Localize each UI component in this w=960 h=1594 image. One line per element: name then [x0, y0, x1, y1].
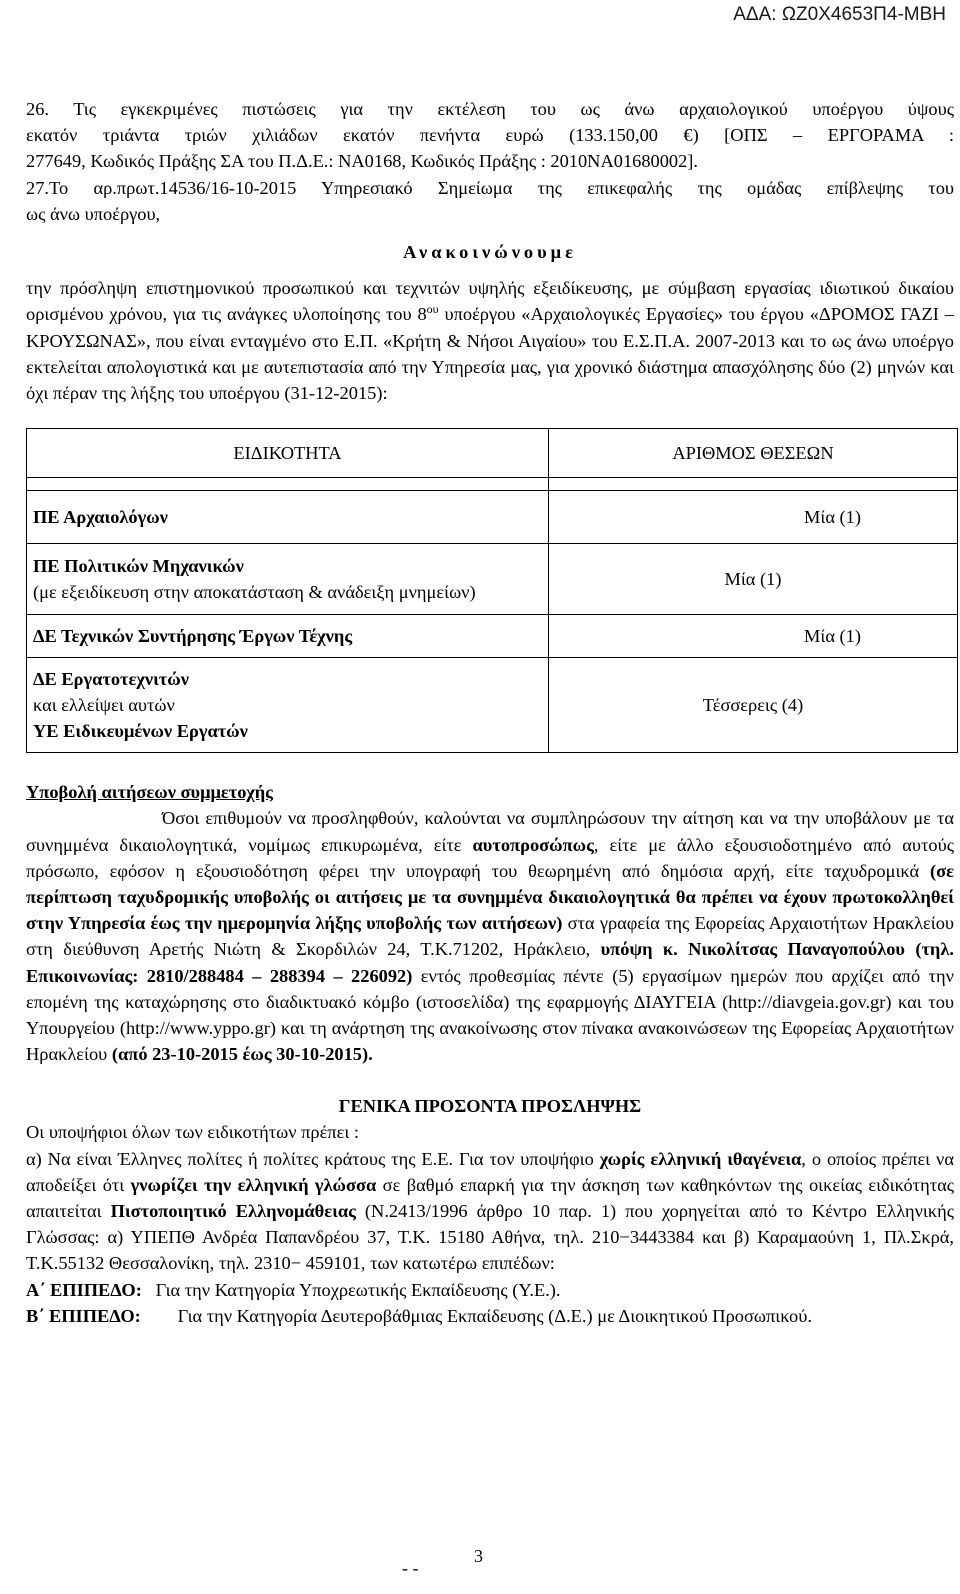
table-header-row: [27, 429, 958, 478]
specialty-note: και ελλείψει αυτών: [33, 695, 175, 716]
para-26-line-2: εκατόν τριάντα τριών χιλιάδων εκατόν πενήντα ευρώ (133.150,00 €) [ΟΠΣ – ΕΡΓΟΡΑΜΑ :: [26, 125, 954, 146]
footer-dashes: - -: [402, 1558, 419, 1578]
general-item-a: α) Να είναι Έλληνες πολίτες ή πολίτες κράτους της Ε.Ε. Για τον υποψήφιο χωρίς ελληνική ιθαγένεια, ο οποίος πρέπει να αποδείξει ότι γνωρίζει την ελληνική γλώσσα σε βαθμό επαρκή για την άσκηση των καθηκόντων της οικείας ειδικότητας απαιτείται Πιστοποιητικό Ελληνομάθειας (Ν.2413/1996 άρθρο 10 παρ. 1) που χορηγείται από το Κέντρο Ελληνικής Γλώσσας: α) ΥΠΕΠΘ Ανδρέα Παπανδρέου 37, Τ.Κ. 15180 Αθήνα, τηλ. 210−3443384 και β) Καραμαούνη 1, Πλ.Σκρά, Τ.Κ.55132 Θεσσαλονίκη, τηλ. 2310− 459101, των κατωτέρω επιπέδων:: [26, 1148, 955, 1274]
table-row: [27, 615, 958, 658]
header-positions: ΑΡΙΘΜΟΣ ΘΕΣΕΩΝ: [549, 429, 958, 478]
submission-title: Υποβολή αιτήσεων συμμετοχής: [26, 782, 273, 803]
para-26-line-1: 26. Τις εγκεκριμένες πιστώσεις για την εκτέλεση του ως άνω αρχαιολογικού υποέργου ύψους: [26, 99, 954, 119]
intro-paragraph: την πρόσληψη επιστημονικού προσωπικού και τεχνιτών υψηλής εξειδίκευσης, με σύμβαση εργασίας ιδιωτικού δικαίου ορισμένου χρόνου, για τις ανάγκες υλοποίησης του $8^{o\upsilon}$ υποέργου «Αρχαιολογικές Εργασίες» του έργου «ΔΡΟΜΟΣ ΓΑΖΙ – ΚΡΟΥΣΩΝΑΣ», που είναι ενταγμένο στο Ε.Π. «Κρήτη & Νήσοι Αιγαίου» του Ε.Σ.Π.Α. 2007-2013 και το ως άνω υποέργο εκτελείται απολογιστικά και με αυτεπιστασία από την Υπηρεσία μας, για χρονικό διάστημα απασχόλησης δύο (2) μηνών και όχι πέραν της λήξης του υποέργου (31-12-2015):: [26, 278, 954, 404]
specialty-name: ΔΕ Τεχνικών Συντήρησης Έργων Τέχνης: [33, 626, 353, 647]
specialty-note: (με εξειδίκευση στην αποκατάσταση & ανάδειξη μνημείων): [33, 582, 476, 603]
table-row: [27, 544, 958, 615]
specialty-name: ΠΕ Πολιτικών Μηχανικών: [33, 556, 244, 577]
ada-watermark: ΑΔΑ: ΩΖ0Χ4653Π4-ΜΒΗ: [733, 4, 946, 25]
general-intro: Οι υποψήφιοι όλων των ειδικοτήτων πρέπει :: [26, 1122, 359, 1143]
specialty-name: ΠΕ Αρχαιολόγων: [33, 507, 168, 528]
para-27-line-1: 27.Το αρ.πρωτ.14536/16-10-2015 Υπηρεσιακό Σημείωμα της επικεφαλής της ομάδας επίβλεψης του: [26, 177, 954, 198]
level-b: Β΄ ΕΠΙΠΕΔΟ: Για την Κατηγορία Δευτεροβάθμιας Εκπαίδευσης (Δ.Ε.) με Διοικητικού Προσωπικού.: [26, 1305, 812, 1326]
positions-table: [26, 428, 958, 753]
header-specialty: ΕΙΔΙΚΟΤΗΤΑ: [27, 429, 549, 478]
page-number: 3: [474, 1546, 483, 1566]
document-page: [26, 96, 954, 1329]
para-27-line-2: ως άνω υποέργου,: [26, 203, 161, 224]
general-qualifications-title: ΓΕΝΙΚΑ ΠΡΟΣΟΝΤΑ ΠΡΟΣΛΗΨΗΣ: [338, 1096, 642, 1117]
table-row: [27, 491, 958, 544]
position-count: Τέσσερεις (4): [549, 658, 958, 753]
table-row: [27, 658, 958, 753]
specialty-name: ΔΕ Εργατοτεχνιτών: [33, 669, 189, 690]
para-26-line-3: 277649, Κωδικός Πράξης ΣΑ του Π.Δ.Ε.: ΝΑ0168, Κωδικός Πράξης : 2010ΝΑ01680002].: [26, 151, 699, 172]
announce-heading: Ανακοινώνουμε: [403, 242, 577, 263]
position-count: Μία (1): [549, 544, 958, 615]
submission-paragraph: Όσοι επιθυμούν να προσληφθούν, καλούνται να συμπληρώσουν την αίτηση και να την υποβάλουν με τα συνημμένα δικαιολογητικά, νομίμως επικυρωμένα, είτε αυτοπροσώπως, είτε με άλλο εξουσιοδοτημένο από αυτούς πρόσωπο, εφόσον η εξουσιοδότηση φέρει την υπογραφή του θεωρημένη από δημόσια αρχή, είτε ταχυδρομικά (σε περίπτωση ταχυδρομικής υποβολής οι αιτήσεις με τα συνημμένα δικαιολογητικά θα πρέπει να έχουν πρωτοκολληθεί στην Υπηρεσία έως την ημερομηνία λήξης υποβολής των αιτήσεων) στα γραφεία της Εφορείας Αρχαιοτήτων Ηρακλείου στη διεύθυνση Αρετής Νιώτη & Σκορδιλών 24, Τ.Κ.71202, Ηράκλειο, υπόψη κ. Νικολίτσας Παναγοπούλου (τηλ. Επικοινωνίας: 2810/288484 – 288394 – 226092) εντός προθεσμίας πέντε (5) εργασίμων ημερών που αρχίζει από την επομένη της καταχώρησης στο διαδικτυακό κόμβο (ιστοσελίδα) της εφαρμογής ΔΙΑΥΓΕΙΑ (http://diavgeia.gov.gr) και του Υπουργείου (http://www.yppo.gr) και τη ανάρτηση της ανακοίνωσης στον πίνακα ανακοινώσεων της Εφορείας Αρχαιοτήτων Ηρακλείου (από 23-10-2015 έως 30-10-2015).: [26, 808, 954, 1065]
specialty-alt-name: ΥΕ Ειδικευμένων Εργατών: [33, 721, 248, 742]
position-count: Μία (1): [549, 491, 958, 544]
position-count: Μία (1): [549, 615, 958, 658]
level-a: Α΄ ΕΠΙΠΕΔΟ: Για την Κατηγορία Υποχρεωτικής Εκπαίδευσης (Υ.Ε.).: [26, 1279, 561, 1300]
